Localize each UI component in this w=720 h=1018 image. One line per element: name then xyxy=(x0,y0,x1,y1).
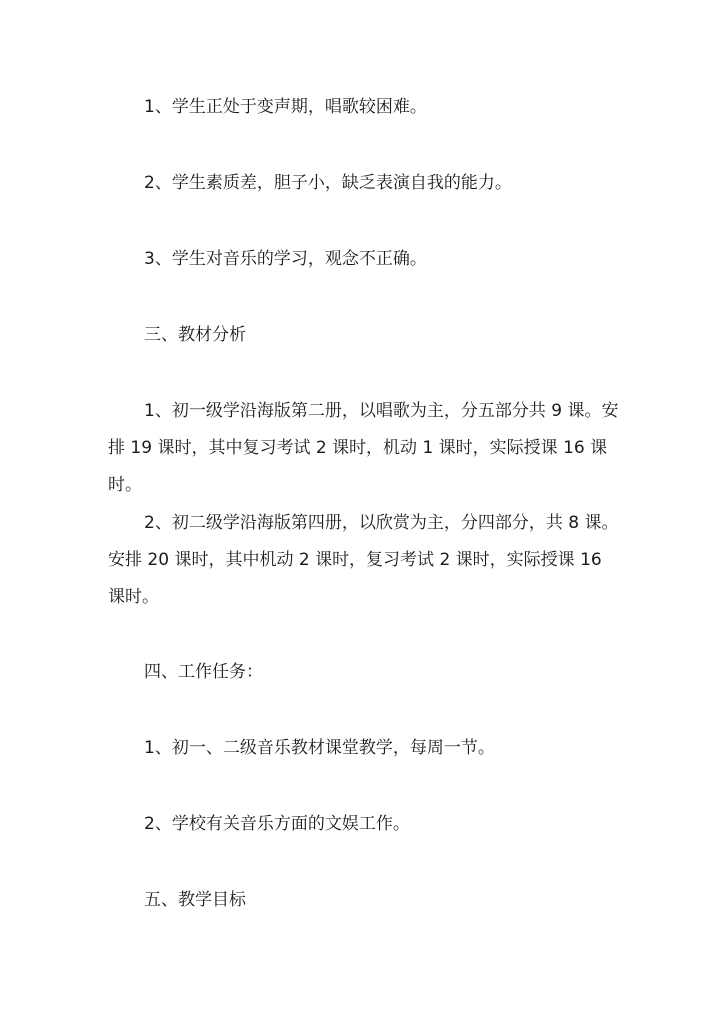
paragraph-school-activities: 2、学校有关音乐方面的文娱工作。 xyxy=(144,814,410,834)
paragraph-student-voice: 1、学生正处于变声期，唱歌较困难。 xyxy=(144,97,427,117)
section-heading-work-tasks: 四、工作任务： xyxy=(144,662,263,682)
paragraph-classroom-teaching: 1、初一、二级音乐教材课堂教学，每周一节。 xyxy=(144,738,495,758)
section-heading-textbook-analysis: 三、教材分析 xyxy=(144,325,246,345)
paragraph-student-quality: 2、学生素质差，胆子小，缺乏表演自我的能力。 xyxy=(144,173,512,193)
section-heading-teaching-goals: 五、教学目标 xyxy=(144,890,246,910)
paragraph-student-attitude: 3、学生对音乐的学习，观念不正确。 xyxy=(144,249,427,269)
paragraph-grade1-textbook: 1、初一级学沿海版第二册，以唱歌为主，分五部分共 9 课。安排 19 课时，其中复习考试 2 课时，机动 1 课时，实际授课 16 课时。 xyxy=(108,401,619,495)
paragraph-grade2-textbook: 2、初二级学沿海版第四册，以欣赏为主，分四部分，共 8 课。安排 20 课时，其中机动 2 课时，复习考试 2 课时，实际授课 16 课时。 xyxy=(108,513,619,607)
